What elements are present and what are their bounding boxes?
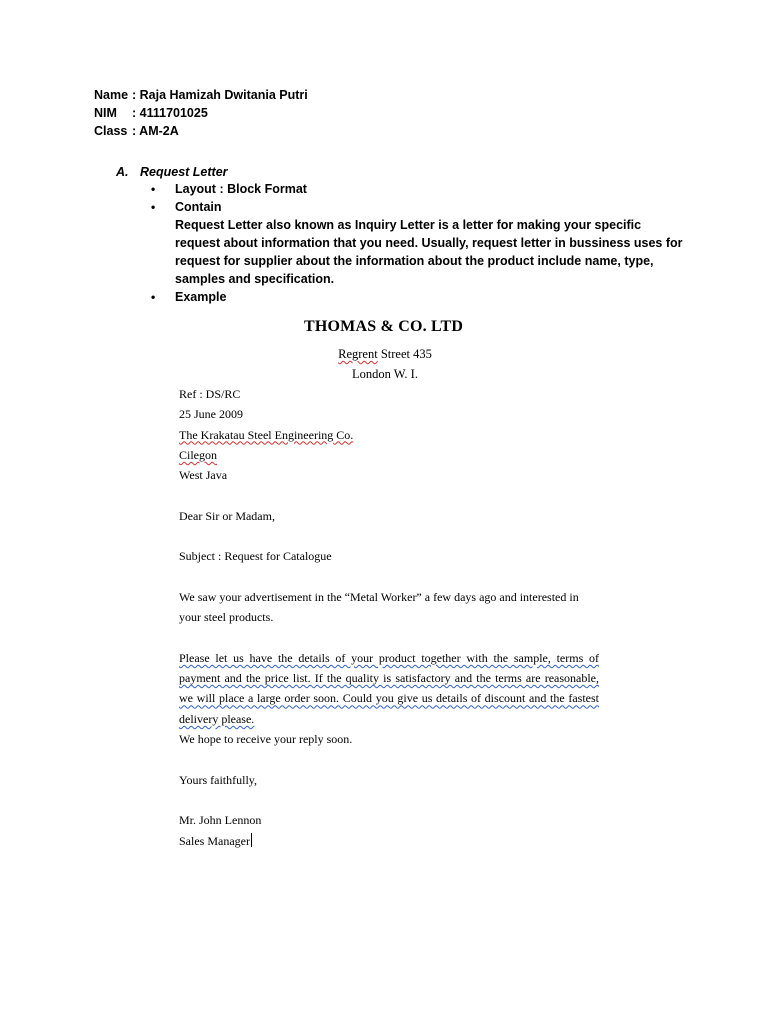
text-cursor [251,833,253,847]
address-street-word: Regrent [338,347,378,361]
letter-paragraph-1: We saw your advertisement in the “Metal Worker” a few days ago and interested in your steel products. [179,589,579,625]
class-value: : AM-2A [132,124,179,138]
recipient-city-text: Cilegon [179,447,217,462]
signer-name: Mr. John Lennon [179,813,262,828]
bullet-icon: • [151,200,156,214]
letter-date: 25 June 2009 [179,407,243,422]
bullet-example-text: Example [175,290,227,304]
recipient-city [179,445,599,465]
contain-paragraph: Request Letter also known as Inquiry Letter is a letter for making your specific request about information that you need. Usually, request letter in bussiness uses for request for supplier about the information about the product include name, type, samples and specification. [175,218,683,286]
letter-ref: Ref : DS/RC [179,387,241,401]
nim-value: : 4111701025 [132,106,208,120]
letter-subject: Subject : Request for Catalogue [179,549,332,564]
address-street-rest: Street 435 [377,347,432,361]
letter-paragraph-2 [179,648,599,729]
letter-body [179,384,599,851]
nim-row [94,104,308,122]
letter-closing: Yours faithfully, [179,772,258,787]
bullet-layout [151,180,681,198]
name-row [94,86,308,104]
signer-title-line[interactable] [179,831,599,851]
letter-company-name: THOMAS & CO. LTD [304,318,464,335]
student-info [94,86,308,140]
address-city: London W. I. [352,367,418,381]
bullet-layout-text: Layout : Block Format [175,182,307,196]
letter-salutation: Dear Sir or Madam, [179,508,275,523]
class-label: Class [94,124,128,138]
letter-paragraph-2-text: Please let us have the details of your product together with the sample, terms of payment and the price list. If the quality is satisfactory and the terms are reasonable, we will place a large order soon. Could you give us details of discount and the fastest delivery please. [179,650,599,726]
recipient-company-text: The Krakatau Steel Engineering Co. [179,427,354,442]
section-letter: A. [116,165,129,179]
bullet-example [151,288,681,306]
recipient-company [179,425,599,445]
address-street [300,344,470,364]
section-title: Request Letter [140,165,228,179]
letter-paragraph-3: We hope to receive your reply soon. [179,732,353,747]
name-value: : Raja Hamizah Dwitania Putri [132,88,308,102]
recipient-region: West Java [179,468,228,483]
bullet-contain [151,198,681,216]
name-label: Name [94,88,129,102]
letter-sender-address [300,344,470,384]
bullet-icon: • [151,182,156,196]
nim-label: NIM [94,106,117,120]
bullet-icon: • [151,290,156,304]
section-heading [116,163,228,181]
bullet-list [151,180,681,306]
signer-title: Sales Manager [179,833,250,848]
class-row [94,122,308,140]
bullet-contain-text: Contain [175,200,222,214]
